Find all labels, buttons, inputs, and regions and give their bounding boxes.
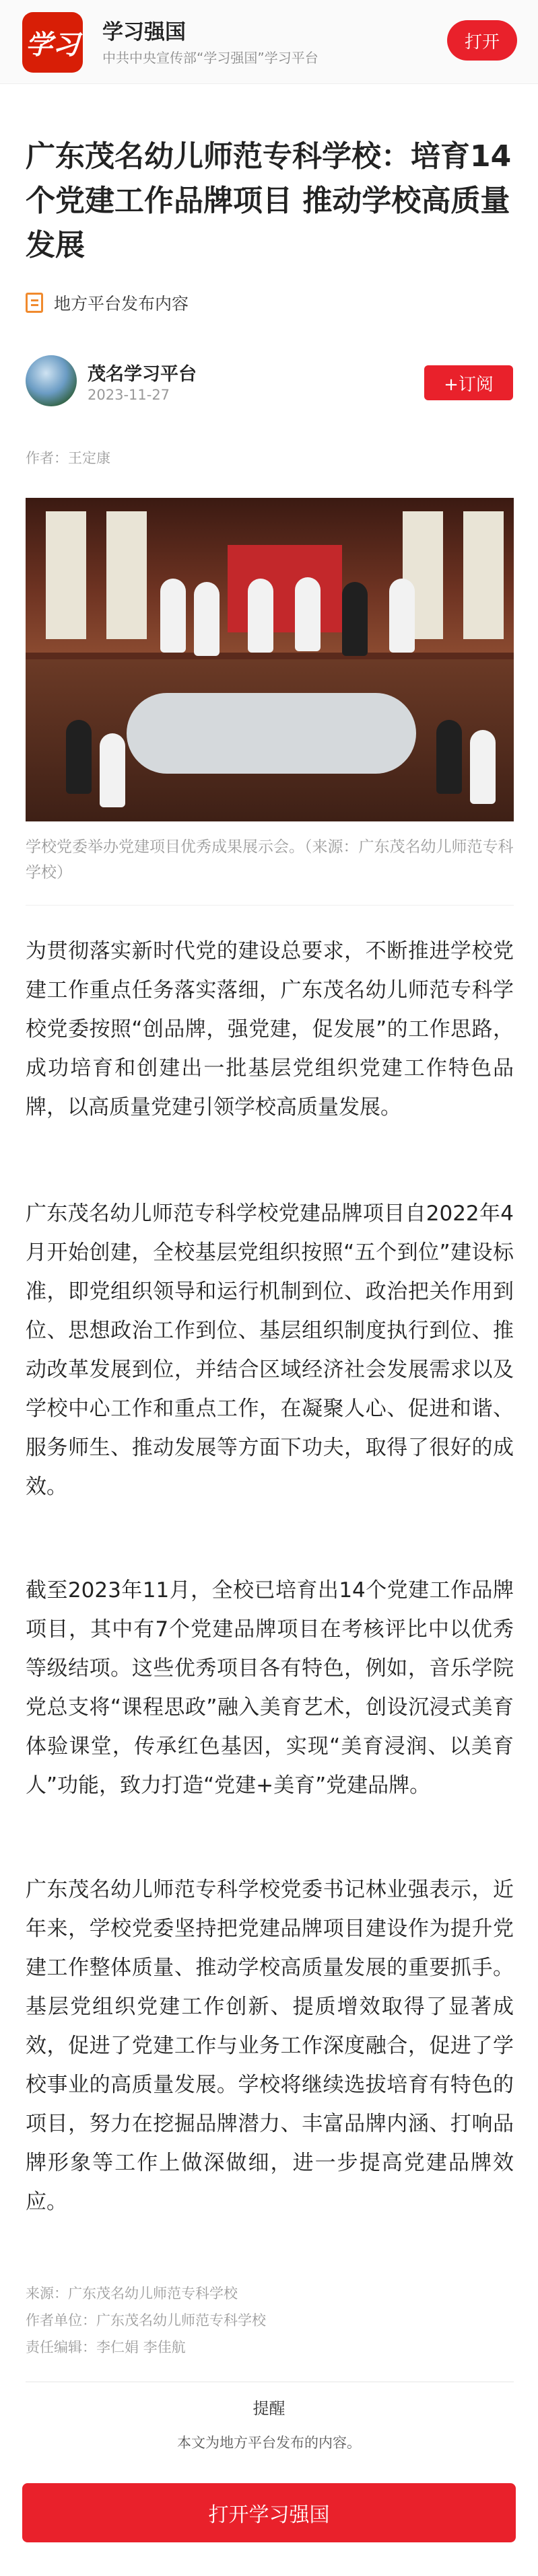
article-paragraph: 截至2023年11月，全校已培育出14个党建工作品牌项目，其中有7个党建品牌项目在考核评比中以优秀等级结项。这些优秀项目各有特色，例如，音乐学院党总支将“课程思政”融入美育艺术，创设沉浸式美育体验课堂，传承红色基因，实现“美育浸润、以美育人”功能，致力打造“党建+美育”党建品牌。: [26, 1578, 514, 1798]
photo-caption: 学校党委举办党建项目优秀成果展示会。（来源：广东茂名幼儿师范专科学校）: [26, 838, 514, 881]
app-download-banner: [0, 0, 538, 84]
app-name: 学习强国: [102, 20, 186, 44]
open-app-button[interactable]: 打开: [447, 20, 517, 61]
notice-body: 本文为地方平台发布的内容。: [177, 2435, 361, 2451]
photo-person: [160, 579, 186, 653]
photo-person: [342, 582, 368, 656]
photo-person: [295, 577, 321, 651]
photo-window: [46, 511, 86, 639]
photo-person: [66, 720, 92, 794]
article-paragraph: 广东茂名幼儿师范专科学校党建品牌项目自2022年4月开始创建，全校基层党组织按照“五个到位”建设标准，即党组织领导和运行机制到位、政治把关作用到位、思想政治工作到位、基层组织制度执行到位、推动改革发展到位，并结合区域经济社会发展需求以及学校中心工作和重点工作，在凝聚人心、促进和谐、服务师生、推动发展等方面下功夫，取得了很好的成效。: [26, 1202, 514, 1499]
photo-person: [470, 730, 496, 804]
photo-banner-board: [228, 545, 342, 632]
photo-person: [100, 733, 125, 807]
app-description: 中共中央宣传部“学习强国”学习平台: [102, 50, 318, 66]
photo-window: [106, 511, 147, 639]
publish-date: 2023-11-27: [88, 387, 170, 403]
publish-tag-label: 地方平台发布内容: [54, 294, 189, 314]
article-author-unit: 作者单位：广东茂名幼儿师范专科学校: [26, 2312, 266, 2328]
xuexi-app-logo: 学习: [22, 12, 83, 73]
photo-person: [194, 582, 220, 656]
photo-person: [436, 720, 462, 794]
document-icon: [26, 293, 43, 313]
author-avatar[interactable]: [26, 355, 77, 406]
subscribe-button[interactable]: +订阅: [424, 365, 513, 400]
article-title: 广东茂名幼儿师范专科学校：培育14个党建工作品牌项目 推动学校高质量发展: [26, 139, 512, 262]
article-editor: 责任编辑：李仁娟 李佳航: [26, 2339, 186, 2355]
photo-window: [463, 511, 504, 639]
photo-meeting-table: [127, 693, 416, 774]
photo-person: [248, 579, 273, 653]
notice-title: 提醒: [253, 2399, 285, 2418]
author-name[interactable]: 茂名学习平台: [88, 364, 197, 385]
publish-source-tag: [26, 289, 189, 316]
article-paragraph: 广东茂名幼儿师范专科学校党委书记林业强表示，近年来，学校党委坚持把党建品牌项目建设作为提升党建工作整体质量、推动学校高质量发展的重要抓手。基层党组织党建工作创新、提质增效取得了显著成效，促进了党建工作与业务工作深度融合，促进了学校事业的高质量发展。学校将继续选拔培育有特色的项目，努力在挖掘品牌潜力、丰富品牌内涵、打响品牌形象等工作上做深做细，进一步提高党建品牌效应。: [26, 1878, 514, 2214]
open-xuexi-button[interactable]: 打开学习强国: [22, 2483, 516, 2542]
article-paragraph: 为贯彻落实新时代党的建设总要求，不断推进学校党建工作重点任务落实落细，广东茂名幼儿师范专科学校党委按照“创品牌，强党建，促发展”的工作思路，成功培育和创建出一批基层党组织党建工作特色品牌，以高质量党建引领学校高质量发展。: [26, 939, 514, 1119]
article-source: 来源：广东茂名幼儿师范专科学校: [26, 2285, 238, 2302]
article-photo[interactable]: [26, 498, 514, 821]
photo-person: [389, 579, 415, 653]
article-byline: 作者：王定康: [26, 450, 110, 466]
divider: [26, 905, 514, 906]
